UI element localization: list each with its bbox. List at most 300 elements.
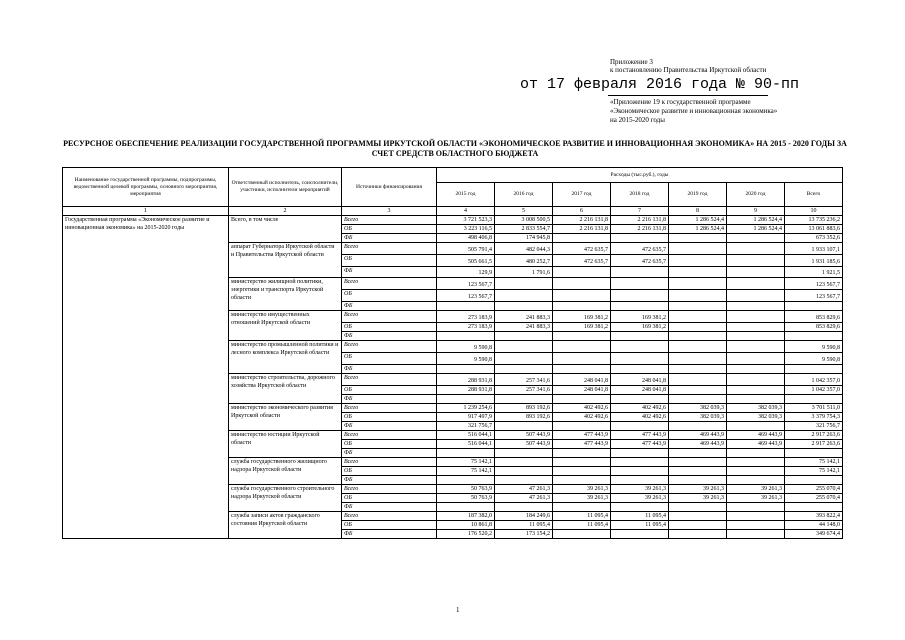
value-cell: 50 763,9 — [437, 485, 495, 494]
value-cell: 505 661,5 — [437, 255, 495, 267]
source-cell: ОБ — [342, 225, 437, 234]
value-cell — [611, 267, 669, 278]
value-cell — [553, 449, 611, 458]
executor-cell: министерство промышленной политики и лесного комплекса Иркутской области — [229, 341, 342, 374]
source-cell: ФБ — [342, 395, 437, 404]
source-cell: Всего — [342, 512, 437, 521]
value-cell — [669, 255, 727, 267]
value-cell: 11 095,4 — [611, 512, 669, 521]
value-cell: 382 039,3 — [669, 404, 727, 413]
value-cell — [727, 332, 785, 341]
value-cell: 1 791,6 — [495, 267, 553, 278]
value-cell — [727, 422, 785, 431]
value-cell: 477 443,9 — [553, 440, 611, 449]
value-cell: 1 239 254,6 — [437, 404, 495, 413]
total-cell — [785, 332, 843, 341]
value-cell: 123 567,7 — [437, 278, 495, 290]
value-cell — [495, 353, 553, 365]
value-cell — [669, 278, 727, 290]
total-cell: 1 931 185,6 — [785, 255, 843, 267]
value-cell: 39 261,3 — [669, 494, 727, 503]
value-cell: 273 183,9 — [437, 311, 495, 323]
source-cell: ФБ — [342, 476, 437, 485]
header-executor: Ответственный исполнитель, соисполнители, участники, исполнители мероприятий — [229, 168, 342, 207]
value-cell — [495, 365, 553, 374]
header-year: 2017 год — [553, 183, 611, 207]
total-cell: 3 379 754,3 — [785, 413, 843, 422]
value-cell — [727, 521, 785, 530]
appendix-label: Приложение 3 — [610, 58, 653, 66]
value-cell: 39 261,3 — [553, 494, 611, 503]
total-cell: 255 070,4 — [785, 494, 843, 503]
value-cell — [553, 422, 611, 431]
value-cell — [437, 365, 495, 374]
executor-cell: министерство экономического развития Иркутской области — [229, 404, 342, 431]
source-cell: ОБ — [342, 255, 437, 267]
value-cell — [727, 267, 785, 278]
date-underline — [608, 95, 768, 96]
value-cell: 39 261,3 — [727, 485, 785, 494]
value-cell: 516 044,1 — [437, 431, 495, 440]
source-cell: ФБ — [342, 234, 437, 243]
value-cell: 176 520,2 — [437, 530, 495, 539]
header-total: Всего — [785, 183, 843, 207]
resource-table — [62, 167, 843, 539]
value-cell — [495, 503, 553, 512]
value-cell: 382 039,3 — [727, 404, 785, 413]
page-number: 1 — [456, 606, 460, 614]
value-cell — [553, 278, 611, 290]
value-cell: 507 443,9 — [495, 431, 553, 440]
executor-cell: служба государственного строительного надзора Иркутской области — [229, 485, 342, 512]
value-cell: 1 286 524,4 — [727, 216, 785, 225]
value-cell: 39 261,3 — [611, 485, 669, 494]
source-cell: ФБ — [342, 422, 437, 431]
value-cell — [669, 530, 727, 539]
value-cell — [553, 476, 611, 485]
value-cell — [611, 234, 669, 243]
source-cell: ОБ — [342, 440, 437, 449]
total-cell — [785, 365, 843, 374]
value-cell — [669, 267, 727, 278]
value-cell: 477 443,9 — [611, 431, 669, 440]
value-cell — [727, 278, 785, 290]
source-cell: ФБ — [342, 530, 437, 539]
value-cell: 123 567,7 — [437, 290, 495, 302]
total-cell: 1 042 357,0 — [785, 386, 843, 395]
source-cell: Всего — [342, 404, 437, 413]
table-body — [63, 168, 843, 539]
value-cell: 288 931,8 — [437, 386, 495, 395]
value-cell: 47 261,3 — [495, 494, 553, 503]
value-cell — [553, 353, 611, 365]
value-cell — [611, 290, 669, 302]
value-cell — [669, 311, 727, 323]
value-cell — [669, 374, 727, 386]
value-cell — [727, 255, 785, 267]
column-index: 5 — [495, 207, 553, 216]
value-cell: 47 261,3 — [495, 485, 553, 494]
total-cell: 2 917 263,6 — [785, 431, 843, 440]
total-cell — [785, 449, 843, 458]
executor-cell: аппарат Губернатора Иркутской области и Правительства Иркутской области — [229, 243, 342, 278]
value-cell: 39 261,3 — [553, 485, 611, 494]
source-cell: ОБ — [342, 521, 437, 530]
total-cell: 853 829,6 — [785, 311, 843, 323]
column-index: 7 — [611, 207, 669, 216]
total-cell — [785, 395, 843, 404]
total-cell: 673 352,6 — [785, 234, 843, 243]
value-cell — [611, 458, 669, 467]
value-cell: 129,9 — [437, 267, 495, 278]
source-cell: ФБ — [342, 365, 437, 374]
source-cell: Всего — [342, 485, 437, 494]
value-cell — [553, 395, 611, 404]
value-cell: 75 142,1 — [437, 458, 495, 467]
value-cell — [553, 302, 611, 311]
value-cell: 1 286 524,4 — [669, 216, 727, 225]
value-cell: 169 381,2 — [553, 323, 611, 332]
value-cell: 11 095,4 — [495, 521, 553, 530]
value-cell — [727, 476, 785, 485]
value-cell — [611, 353, 669, 365]
executor-cell: министерство строительства, дорожного хозяйства Иркутской области — [229, 374, 342, 404]
source-cell: Всего — [342, 243, 437, 255]
value-cell — [727, 503, 785, 512]
source-cell: ОБ — [342, 353, 437, 365]
value-cell — [611, 365, 669, 374]
value-cell: 477 443,9 — [611, 440, 669, 449]
source-cell: ОБ — [342, 386, 437, 395]
value-cell — [437, 476, 495, 485]
value-cell — [727, 243, 785, 255]
executor-cell: министерство жилищной политики, энергетики и транспорта Иркутской области — [229, 278, 342, 311]
value-cell: 402 492,6 — [611, 404, 669, 413]
column-index: 10 — [785, 207, 843, 216]
value-cell — [727, 374, 785, 386]
reference-line-1: «Приложение 19 к государственной программе — [610, 98, 751, 106]
value-cell: 75 142,1 — [437, 467, 495, 476]
value-cell — [669, 395, 727, 404]
value-cell: 174 945,8 — [495, 234, 553, 243]
total-cell — [785, 302, 843, 311]
value-cell — [611, 278, 669, 290]
header-year: 2015 год — [437, 183, 495, 207]
value-cell — [611, 476, 669, 485]
value-cell: 893 192,6 — [495, 404, 553, 413]
value-cell: 39 261,3 — [727, 494, 785, 503]
value-cell — [727, 353, 785, 365]
total-cell: 75 142,1 — [785, 467, 843, 476]
value-cell: 2 216 131,8 — [553, 225, 611, 234]
source-cell: ОБ — [342, 323, 437, 332]
value-cell — [727, 302, 785, 311]
value-cell — [727, 395, 785, 404]
value-cell — [495, 332, 553, 341]
value-cell — [495, 395, 553, 404]
source-cell: Всего — [342, 341, 437, 353]
value-cell — [669, 386, 727, 395]
value-cell: 469 443,9 — [727, 440, 785, 449]
value-cell: 50 763,9 — [437, 494, 495, 503]
value-cell: 10 861,8 — [437, 521, 495, 530]
value-cell — [495, 290, 553, 302]
value-cell: 472 635,7 — [553, 243, 611, 255]
value-cell — [437, 503, 495, 512]
source-cell: ФБ — [342, 302, 437, 311]
value-cell — [553, 332, 611, 341]
value-cell: 39 261,3 — [611, 494, 669, 503]
source-cell: ОБ — [342, 413, 437, 422]
document-title: РЕСУРСНОЕ ОБЕСПЕЧЕНИЕ РЕАЛИЗАЦИИ ГОСУДАРСТВЕННОЙ ПРОГРАММЫ ИРКУТСКОЙ ОБЛАСТИ «ЭКОНОМИЧЕСКОЕ РАЗВИТИЕ И ИННОВАЦИОННАЯ ЭКОНОМИКА» НА 2015 - 2020 ГОДЫ ЗА СЧЕТ СРЕДСТВ ОБЛАСТНОГО БЮДЖЕТА — [63, 139, 847, 158]
total-cell: 1 042 357,0 — [785, 374, 843, 386]
header-year: 2019 год — [669, 183, 727, 207]
value-cell: 1 286 524,4 — [669, 225, 727, 234]
value-cell — [553, 341, 611, 353]
value-cell: 169 381,2 — [611, 311, 669, 323]
value-cell: 9 590,8 — [437, 353, 495, 365]
column-index: 8 — [669, 207, 727, 216]
table-row — [63, 216, 843, 225]
value-cell — [669, 512, 727, 521]
value-cell: 184 249,6 — [495, 512, 553, 521]
source-cell: Всего — [342, 374, 437, 386]
value-cell — [727, 512, 785, 521]
executor-cell: министерство имущественных отношений Иркутской области — [229, 311, 342, 341]
value-cell — [611, 341, 669, 353]
total-cell: 9 590,8 — [785, 341, 843, 353]
value-cell — [669, 521, 727, 530]
value-cell: 469 443,9 — [669, 431, 727, 440]
column-index: 9 — [727, 207, 785, 216]
total-cell: 393 822,4 — [785, 512, 843, 521]
value-cell: 2 833 554,7 — [495, 225, 553, 234]
value-cell: 472 635,7 — [553, 255, 611, 267]
value-cell: 469 443,9 — [727, 431, 785, 440]
total-cell — [785, 476, 843, 485]
value-cell: 257 341,6 — [495, 386, 553, 395]
value-cell — [611, 467, 669, 476]
total-cell: 123 567,7 — [785, 290, 843, 302]
source-cell: Всего — [342, 458, 437, 467]
value-cell: 11 095,4 — [553, 521, 611, 530]
total-cell: 1 921,5 — [785, 267, 843, 278]
value-cell — [553, 267, 611, 278]
value-cell: 2 216 131,8 — [611, 216, 669, 225]
value-cell — [669, 302, 727, 311]
value-cell — [495, 302, 553, 311]
column-index: 1 — [63, 207, 229, 216]
value-cell: 248 041,8 — [553, 374, 611, 386]
source-cell: ОБ — [342, 494, 437, 503]
value-cell — [669, 332, 727, 341]
value-cell: 402 492,6 — [553, 404, 611, 413]
total-cell — [785, 503, 843, 512]
value-cell: 472 635,7 — [611, 255, 669, 267]
total-cell: 44 148,0 — [785, 521, 843, 530]
value-cell: 11 095,4 — [553, 512, 611, 521]
executor-cell: служба государственного жилищного надзора Иркутской области — [229, 458, 342, 485]
value-cell: 3 223 116,5 — [437, 225, 495, 234]
value-cell — [553, 467, 611, 476]
value-cell: 507 443,9 — [495, 440, 553, 449]
column-index: 4 — [437, 207, 495, 216]
value-cell: 480 252,7 — [495, 255, 553, 267]
value-cell — [553, 458, 611, 467]
executor-cell: Всего, в том числе — [229, 216, 342, 243]
value-cell — [669, 422, 727, 431]
value-cell — [669, 503, 727, 512]
value-cell — [669, 341, 727, 353]
program-name: Государственная программа «Экономическое развитие и инновационная экономика» на 2015-2020 годы — [63, 216, 229, 539]
value-cell: 321 756,7 — [437, 422, 495, 431]
total-cell: 255 070,4 — [785, 485, 843, 494]
value-cell: 516 044,1 — [437, 440, 495, 449]
value-cell: 382 039,3 — [669, 413, 727, 422]
value-cell — [495, 278, 553, 290]
source-cell: ФБ — [342, 503, 437, 512]
value-cell — [495, 422, 553, 431]
header-name: Наименование государственной программы, подпрограммы, ведомственной целевой программы, основного мероприятия, мероприятия — [63, 168, 229, 207]
source-cell: Всего — [342, 311, 437, 323]
value-cell — [611, 395, 669, 404]
total-cell: 853 829,6 — [785, 323, 843, 332]
source-cell: ФБ — [342, 332, 437, 341]
total-cell: 321 756,7 — [785, 422, 843, 431]
resolution-label: к постановлению Правительства Иркутской области — [610, 66, 767, 74]
value-cell: 2 216 131,8 — [611, 225, 669, 234]
total-cell: 3 701 511,0 — [785, 404, 843, 413]
value-cell — [669, 449, 727, 458]
total-cell: 2 917 263,6 — [785, 440, 843, 449]
value-cell — [669, 353, 727, 365]
value-cell — [727, 467, 785, 476]
source-cell: ОБ — [342, 467, 437, 476]
value-cell — [611, 332, 669, 341]
value-cell: 288 931,8 — [437, 374, 495, 386]
value-cell — [611, 503, 669, 512]
value-cell: 9 590,8 — [437, 341, 495, 353]
total-cell: 9 590,8 — [785, 353, 843, 365]
value-cell: 382 039,3 — [727, 413, 785, 422]
header-source: Источники финансирования — [342, 168, 437, 207]
column-index: 2 — [229, 207, 342, 216]
value-cell: 39 261,3 — [669, 485, 727, 494]
value-cell — [727, 323, 785, 332]
value-cell: 241 883,3 — [495, 323, 553, 332]
value-cell: 169 381,2 — [553, 311, 611, 323]
value-cell: 498 406,8 — [437, 234, 495, 243]
source-cell: ФБ — [342, 267, 437, 278]
header-year: 2016 год — [495, 183, 553, 207]
value-cell — [669, 323, 727, 332]
reference-line-2: «Экономическое развитие и инновационная экономика» — [610, 107, 778, 115]
executor-cell: служба записи актов гражданского состояния Иркутской области — [229, 512, 342, 539]
value-cell — [669, 243, 727, 255]
value-cell: 1 286 524,4 — [727, 225, 785, 234]
value-cell — [669, 476, 727, 485]
total-cell: 123 567,7 — [785, 278, 843, 290]
value-cell: 505 791,4 — [437, 243, 495, 255]
value-cell — [553, 503, 611, 512]
value-cell: 241 883,3 — [495, 311, 553, 323]
total-cell: 75 142,1 — [785, 458, 843, 467]
value-cell: 3 008 500,5 — [495, 216, 553, 225]
value-cell — [495, 449, 553, 458]
value-cell — [727, 234, 785, 243]
column-index: 6 — [553, 207, 611, 216]
value-cell: 187 382,0 — [437, 512, 495, 521]
value-cell — [727, 290, 785, 302]
value-cell — [727, 449, 785, 458]
value-cell: 402 492,6 — [611, 413, 669, 422]
header-expenses: Расходы (тыс.руб.), годы — [437, 168, 843, 183]
value-cell: 248 041,8 — [611, 374, 669, 386]
value-cell — [437, 332, 495, 341]
value-cell — [553, 234, 611, 243]
value-cell: 917 497,9 — [437, 413, 495, 422]
header-year: 2020 год — [727, 183, 785, 207]
executor-cell: министерство юстиции Иркутской области — [229, 431, 342, 458]
value-cell — [611, 422, 669, 431]
reference-line-3: на 2015-2020 годы — [610, 116, 665, 124]
value-cell — [727, 311, 785, 323]
value-cell — [669, 234, 727, 243]
column-index: 3 — [342, 207, 437, 216]
source-cell: Всего — [342, 431, 437, 440]
value-cell — [669, 365, 727, 374]
value-cell: 472 635,7 — [611, 243, 669, 255]
value-cell — [437, 449, 495, 458]
value-cell — [553, 365, 611, 374]
value-cell: 248 041,8 — [553, 386, 611, 395]
value-cell — [669, 290, 727, 302]
value-cell — [495, 458, 553, 467]
source-cell: Всего — [342, 278, 437, 290]
value-cell — [727, 458, 785, 467]
value-cell — [611, 449, 669, 458]
value-cell — [669, 467, 727, 476]
value-cell — [495, 467, 553, 476]
value-cell: 173 154,2 — [495, 530, 553, 539]
total-cell: 1 933 107,1 — [785, 243, 843, 255]
value-cell — [437, 302, 495, 311]
total-cell: 13 061 883,6 — [785, 225, 843, 234]
total-cell: 349 674,4 — [785, 530, 843, 539]
value-cell — [727, 365, 785, 374]
value-cell — [611, 302, 669, 311]
value-cell: 469 443,9 — [669, 440, 727, 449]
value-cell: 169 381,2 — [611, 323, 669, 332]
value-cell — [727, 386, 785, 395]
value-cell: 11 095,4 — [611, 521, 669, 530]
value-cell — [669, 458, 727, 467]
total-cell: 13 735 236,2 — [785, 216, 843, 225]
value-cell — [727, 341, 785, 353]
value-cell: 482 044,3 — [495, 243, 553, 255]
value-cell — [495, 476, 553, 485]
source-cell: ОБ — [342, 290, 437, 302]
source-cell: ФБ — [342, 449, 437, 458]
value-cell: 893 192,6 — [495, 413, 553, 422]
value-cell — [495, 341, 553, 353]
value-cell: 248 041,8 — [611, 386, 669, 395]
source-cell: Всего — [342, 216, 437, 225]
value-cell — [553, 290, 611, 302]
value-cell: 2 216 131,8 — [553, 216, 611, 225]
resolution-date: от 17 февраля 2016 года № 90-пп — [520, 76, 800, 93]
value-cell: 273 183,9 — [437, 323, 495, 332]
